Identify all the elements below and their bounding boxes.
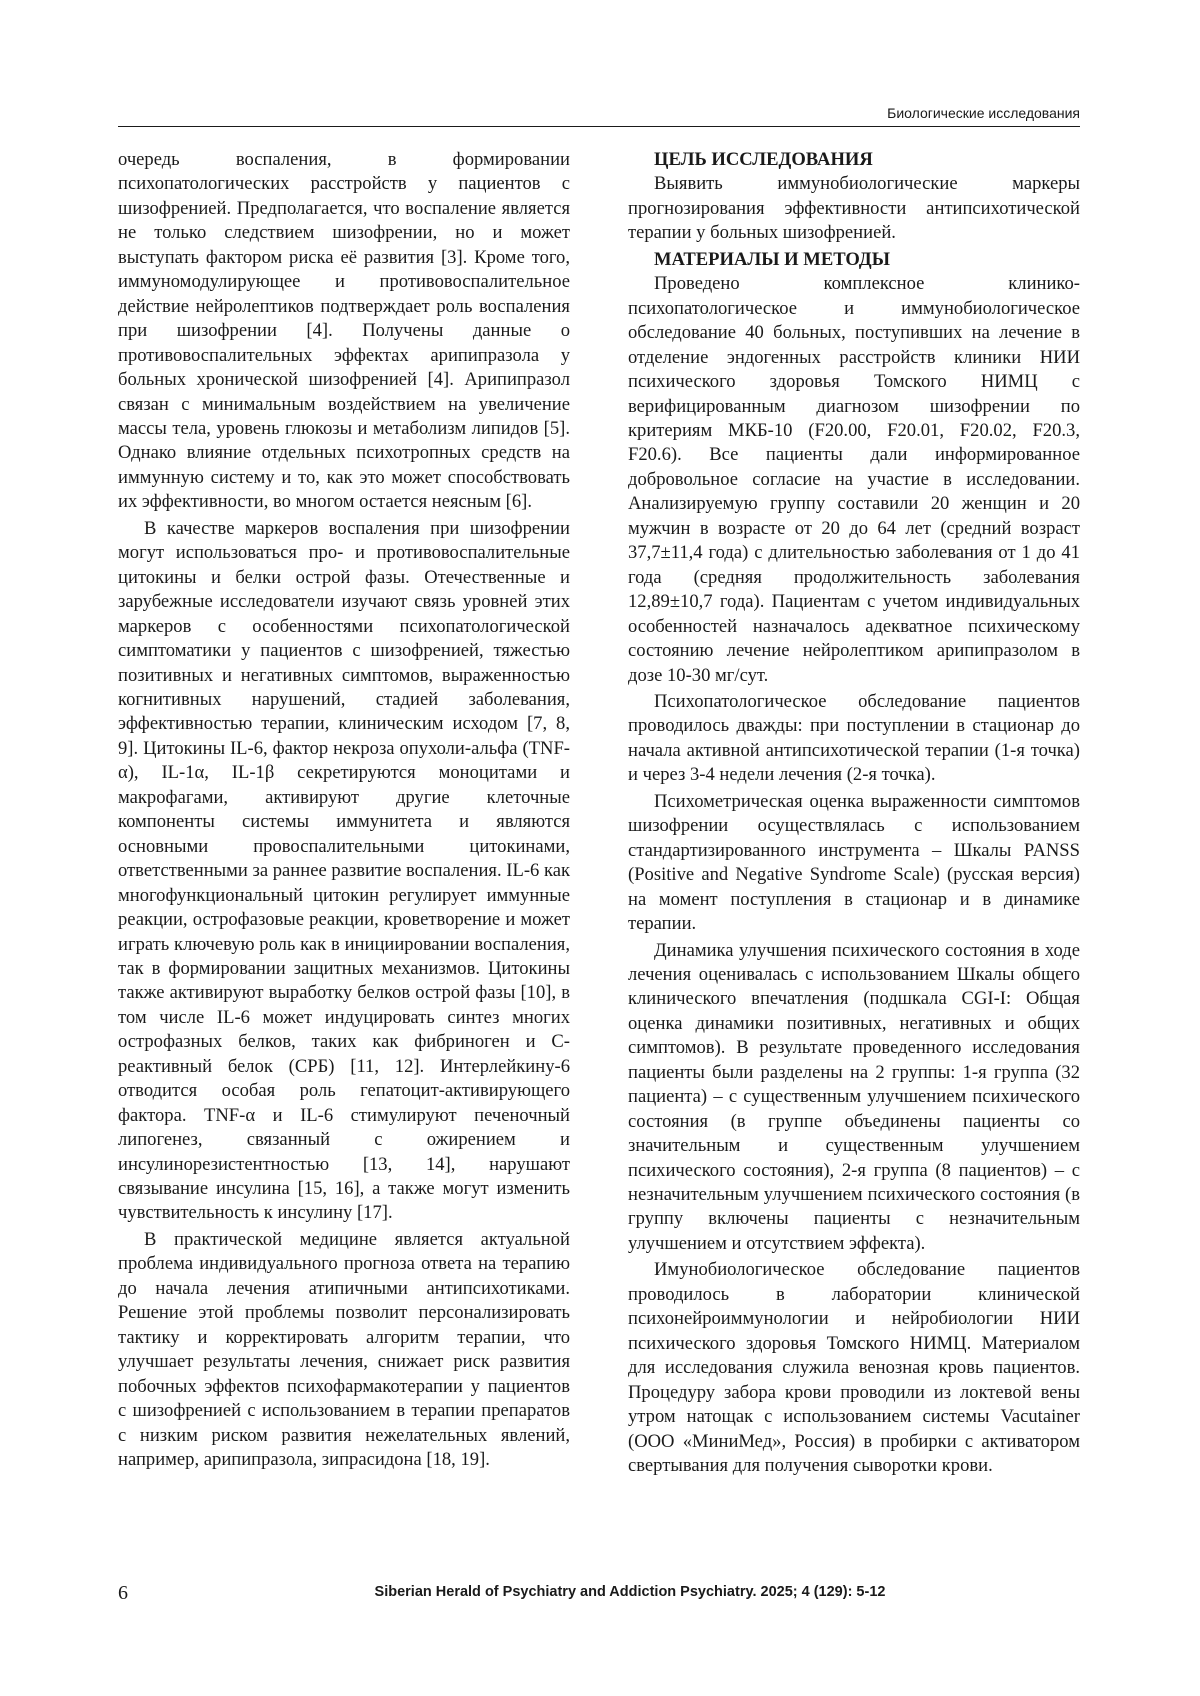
body-paragraph: В качестве маркеров воспаления при шизофрении могут использоваться про- и противовоспалительные цитокины и белки острой фазы. Отечественные и зарубежные исследователи изучают связь уровней этих маркеров с особенностями психопатологической симптоматики у пациентов с шизофренией, тяжестью позитивных и негативных симптомов, выраженностью когнитивных нарушений, стадией заболевания, эффективностью терапии, клиническим исходом [7, 8, 9]. Цитокины IL-6, фактор некроза опухоли-альфа (TNF-α), IL-1α, IL-1β секретируются моноцитами и макрофагами, активируют другие клеточные компоненты системы иммунитета и являются основными провоспалительными цитокинами, ответственными за раннее развитие воспаления. IL-6 как многофункциональный цитокин регулирует иммунные реакции, острофазовые реакции, кроветворение и может играть ключевую роль как в инициировании воспаления, так в формировании защитных механизмов. Цитокины также активируют выработку белков острой фазы [10], в том числе IL-6 может индуцировать синтез многих острофазных белков, таких как фибриноген и С-реактивный белок (СРБ) [11, 12]. Интерлейкину-6 отводится особая роль гепатоцит-активирующего фактора. TNF-α и IL-6 стимулируют печеночный липогенез, связанный с ожирением и инсулинорезистентностью [13, 14], нарушают связывание инсулина [15, 16], а также могут изменить чувствительность к инсулину [17]. [118, 517, 571, 1224]
section-heading-aim: ЦЕЛЬ ИССЛЕДОВАНИЯ [654, 149, 873, 170]
body-paragraph: В практической медицине является актуальной проблема индивидуального прогноза ответа на терапию до начала лечения атипичными антипсихотиками. Решение этой проблемы позволит персонализировать тактику и корректировать алгоритм терапии, что улучшает результаты лечения, снижает риск развития побочных эффектов психофармакотерапии у пациентов с шизофренией с использованием в терапии препаратов с низким риском развития нежелательных явлений, например, арипипразола, зипрасидона [18, 19]. [118, 1228, 570, 1471]
left-column [118, 148, 570, 1474]
section-heading-methods: МАТЕРИАЛЫ И МЕТОДЫ [654, 248, 890, 270]
methods-paragraph: Проведено комплексное клинико-психопатологическое и иммунобиологическое обследование 40 больных, поступивших на лечение в отделение эндогенных расстройств клиники НИИ психического здоровья Томского НИМЦ с верифицированным диагнозом шизофрении по критериям МКБ-10 (F20.00, F20.01, F20.02, F20.3, F20.6). Все пациенты дали информированное добровольное согласие на участие в исследовании. Анализируемую группу составили 20 женщин и 20 мужчин в возрасте от 20 до 64 лет (средний возраст 37,7±11,4 года) с длительностью заболевания от 1 до 41 года (средняя продолжительность заболевания 12,89±10,7 года). Пациентам с учетом индивидуальных особенностей назначалось адекватное психическому состоянию лечение нейролептиком арипипразолом в дозе 10-30 мг/сут. [628, 273, 1080, 686]
aim-paragraph: Выявить иммунобиологические маркеры прогнозирования эффективности антипсихотической терапии у больных шизофренией. [628, 173, 1080, 244]
running-header: Биологические исследования [118, 104, 1080, 127]
right-column [628, 148, 1080, 1480]
body-paragraph: очередь воспаления, в формировании психопатологических расстройств у пациентов с шизофренией. Предполагается, что воспаление является не только следствием шизофрении, но и может выступать фактором риска её развития [3]. Кроме того, иммуномодулирующее и противовоспалительное действие нейролептиков подтверждает роль воспаления при шизофрении [4]. Получены данные о противовоспалительных эффектах арипипразола у больных хронической шизофренией [4]. Арипипразол связан с минимальным воздействием на увеличение массы тела, уровень глюкозы и метаболизм липидов [5]. Однако влияние отдельных психотропных средств на иммунную систему и то, как это может способствовать их эффективности, во многом остается неясным [6]. [118, 149, 570, 513]
journal-citation: Siberian Herald of Psychiatry and Addiction Psychiatry. 2025; 4 (129): 5-12 [374, 1584, 886, 1600]
methods-paragraph: Имунобиологическое обследование пациентов проводилось в лаборатории клинической психонейроиммунологии и нейробиологии НИИ психического здоровья Томского НИМЦ. Материалом для исследования служила венозная кровь пациентов. Процедуру забора крови проводили из локтевой вены утром натощак с использованием системы Vacutainer (ООО «МиниМед», Россия) в пробирки с активатором свертывания для получения сыворотки крови. [628, 1259, 1080, 1477]
methods-paragraph: Психометрическая оценка выраженности симптомов шизофрении осуществлялась с использованием стандартизированного инструмента – Шкалы PANSS (Positive and Negative Syndrome Scale) (русская версия) на момент поступления в стационар и в динамике терапии. [628, 790, 1080, 935]
methods-paragraph: Психопатологическое обследование пациентов проводилось дважды: при поступлении в стационар до начала активной антипсихотической терапии (1-я точка) и через 3-4 недели лечения (2-я точка). [628, 690, 1080, 786]
page-number: 6 [118, 1582, 128, 1604]
methods-paragraph: Динамика улучшения психического состояния в ходе лечения оценивалась с использованием Шкалы общего клинического впечатления (подшкала CGI-I: Общая оценка динамики позитивных, негативных и общих симптомов). В результате проведенного исследования пациенты были разделены на 2 группы: 1-я группа (32 пациента) – с существенным улучшением психического состояния (в группе объединены пациенты со значительным и существенным улучшением психического состояния), 2-я группа (8 пациентов) – с незначительным улучшением психического состояния (в группу включены пациенты с незначительным улучшением и отсутствием эффекта). [628, 939, 1080, 1254]
